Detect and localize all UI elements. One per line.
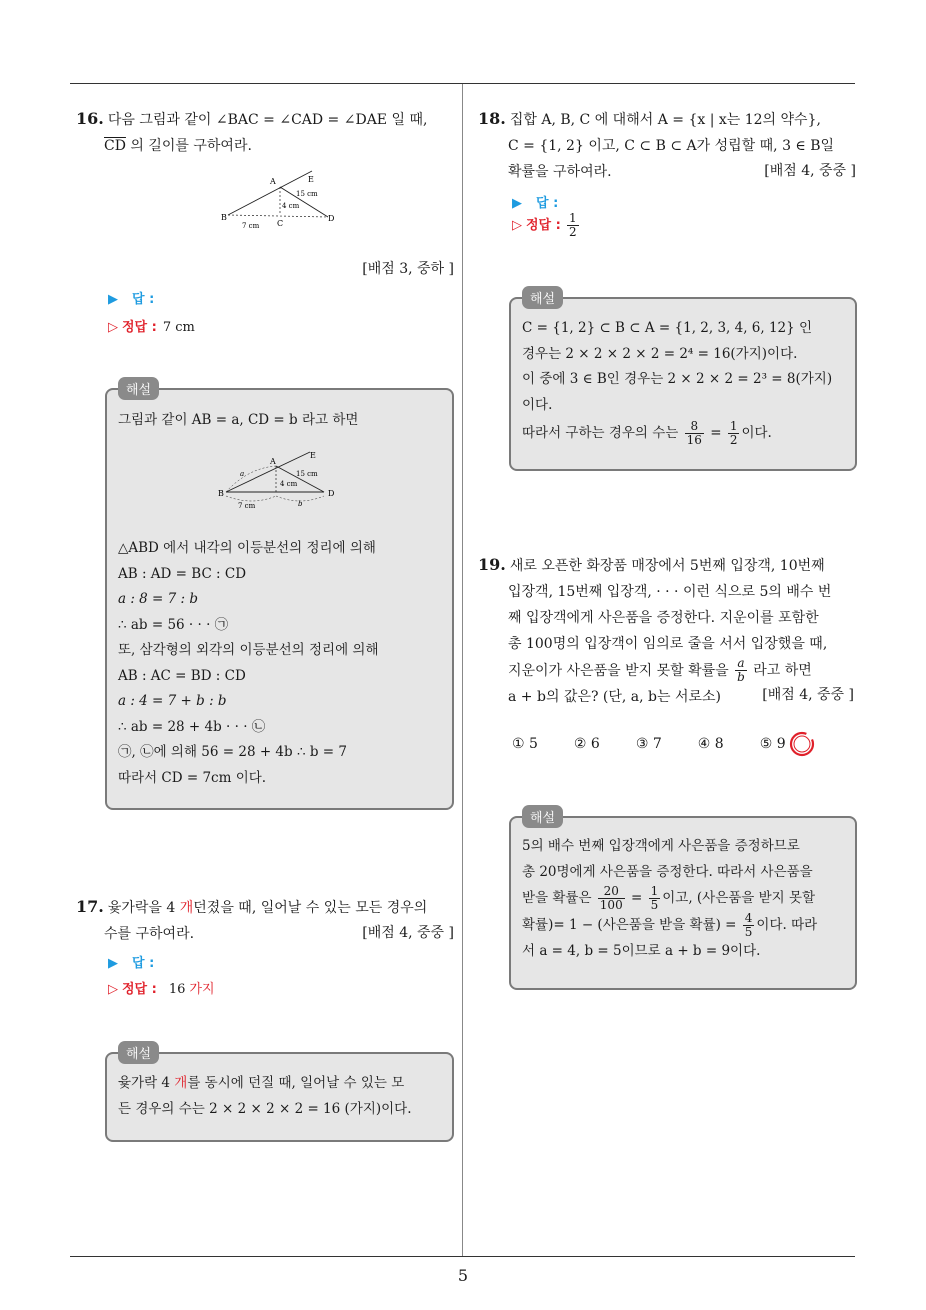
- q18-score: [배점 4, 중중 ]: [764, 163, 856, 179]
- q19-sol4a: 확률)= 1 − (사은품을 받을 확률) =: [522, 917, 737, 933]
- q16-fig-b: B: [221, 213, 227, 222]
- q19-solution-body: [522, 834, 852, 965]
- q16-correct-value: 7 cm: [162, 320, 195, 335]
- q18-sol4: 이다.: [522, 396, 553, 413]
- q16-correct-line: [108, 316, 195, 335]
- q16-sol-line4: ∴ ab = 56 · · · ㉠: [118, 616, 229, 633]
- q19-sol1: 5의 배수 번째 입장객에게 사은품을 증정하므로: [522, 838, 800, 854]
- q18-sol5-frac2: [728, 420, 740, 447]
- q18-solution-tag: 해설: [522, 286, 563, 309]
- q18-line2: C = {1, 2} 이고, C ⊂ B ⊂ A가 성립할 때, 3 ∈ B일: [508, 138, 835, 154]
- q16-fig-a: A: [270, 177, 276, 186]
- q19-line5-fn: a: [735, 657, 747, 671]
- q19-sol3a: 받을 확률은: [522, 890, 592, 906]
- q19-sol3-f2n: 1: [650, 884, 659, 898]
- q17-sol2: 든 경우의 수는 2 × 2 × 2 × 2 = 16 (가지)이다.: [118, 1100, 412, 1117]
- q19-sol4-frac: [743, 912, 755, 939]
- q19-sol3-f1d: 100: [599, 898, 623, 912]
- q17-score: [배점 4, 중중 ]: [362, 925, 454, 941]
- q16-sol-fig-b: B: [218, 489, 224, 498]
- q18-correct-label: 정답 :: [526, 218, 561, 233]
- q16-sol-line8: ∴ ab = 28 + 4b · · · ㉡: [118, 718, 266, 735]
- q16-sol-line7: a : 4 = 7 + b : b: [118, 693, 227, 709]
- q18-sol5-f1d: 16: [686, 433, 702, 447]
- q17-number: 17.: [76, 897, 104, 916]
- q17-sol1a: 윷가락 4: [118, 1075, 175, 1091]
- q16-sol-line3: a : 8 = 7 : b: [118, 591, 199, 607]
- q19-sol3-frac2: [649, 885, 661, 912]
- q19-line5-fd: b: [737, 670, 745, 684]
- q16-fig-7: 7 cm: [242, 222, 260, 230]
- q16-cd-seg: $\overline{CD}$: [104, 138, 126, 154]
- q16-fig-d: D: [328, 214, 335, 223]
- q19-sol4-fd: 5: [744, 925, 753, 939]
- q16-solution-body: [118, 536, 448, 791]
- play-icon: ▶: [108, 956, 118, 971]
- q18-answer-line: [512, 192, 558, 211]
- q19-line6: a + b의 값은? (단, a, b는 서로소): [508, 689, 722, 705]
- q18-number: 18.: [478, 109, 506, 128]
- q16-number: 16.: [76, 109, 104, 128]
- q16-sol-line1: △ABD 에서 내각의 이등분선의 정리에 의해: [118, 540, 376, 556]
- q17-correct-unit: 가지: [189, 982, 215, 997]
- q19-choices: [512, 736, 822, 752]
- q18-sol5-f2n: 1: [729, 419, 738, 433]
- selected-answer-circle-icon: [788, 730, 816, 758]
- q16-sol-fig-a: A: [270, 457, 276, 466]
- q19-choice-3[interactable]: ③ 7: [635, 736, 662, 752]
- q16-fig-c: C: [277, 219, 284, 228]
- q19-sol3-eq: =: [631, 890, 643, 906]
- q19-score: [배점 4, 중중 ]: [762, 687, 854, 703]
- q16-sol-line5: 또, 삼각형의 외각의 이등분선의 정리에 의해: [118, 642, 379, 658]
- q19-choice-5[interactable]: ⑤ 9: [759, 736, 786, 752]
- q19-number: 19.: [478, 555, 506, 574]
- q17-correct-label: 정답 :: [122, 982, 157, 997]
- q18-correct-num: 1: [568, 211, 577, 225]
- q16-solution-tag: 해설: [118, 377, 159, 400]
- q17-solution-body: [118, 1071, 448, 1122]
- play-icon: ▶: [512, 196, 522, 211]
- q16-sol-fig-4: 4 cm: [280, 480, 298, 488]
- q18-sol1: C = {1, 2} ⊂ B ⊂ A = {1, 2, 3, 4, 6, 12} 인: [522, 320, 813, 336]
- q16-fig-4: 4 cm: [282, 202, 300, 210]
- q19-line5a: 지운이가 사은품을 받지 못할 확률을: [508, 662, 729, 679]
- q18-line3: 확률을 구하여라.: [508, 164, 612, 180]
- q16-sol-fig-a-label: a: [240, 470, 245, 478]
- q18-correct-den: 2: [568, 225, 577, 239]
- q18-sol2: 경우는 2 × 2 × 2 × 2 = 2⁴ = 16(가지)이다.: [522, 345, 798, 362]
- q19-sol3-f1n: 20: [598, 885, 625, 899]
- q18-sol5-eq: =: [710, 425, 722, 441]
- q16-sol-fig-d: D: [328, 489, 335, 498]
- q17-answer-line: [108, 952, 154, 971]
- q16-sol-line9: ㉠, ㉡에 의해 56 = 28 + 4b ∴ b = 7: [118, 744, 347, 760]
- column-divider: [462, 84, 463, 1256]
- q17-line1c: 던졌을 때, 일어날 수 있는 모든 경우의: [193, 900, 428, 916]
- q16-solution-figure: [218, 448, 343, 510]
- q18-sol5-f1n: 8: [685, 420, 704, 434]
- q17-line1b: 개: [179, 900, 194, 916]
- q16-fig-e: E: [308, 175, 314, 184]
- bottom-rule: [70, 1256, 855, 1257]
- q19-line2: 입장객, 15번째 입장객, · · · 이런 식으로 5의 배수 번: [508, 584, 832, 600]
- q19-sol3-f2d: 5: [650, 898, 659, 912]
- q16-sol-fig-e: E: [310, 451, 316, 460]
- q16-sol-line0: 그림과 같이 AB = a, CD = b 라고 하면: [118, 412, 359, 428]
- play-icon: ▶: [108, 292, 118, 307]
- outline-triangle-icon: ▷: [108, 982, 118, 997]
- q16-answer-label: 답 :: [132, 292, 155, 307]
- q16-sol-fig-7: 7 cm: [238, 502, 256, 510]
- q17-correct-num: 16: [168, 982, 186, 997]
- q16-answer-line: [108, 288, 154, 307]
- q19-line4: 총 100명의 입장객이 임의로 줄을 서서 입장했을 때,: [508, 636, 828, 652]
- q16-line2: 의 길이를 구하여라.: [125, 138, 252, 154]
- q19-sol5: 서 a = 4, b = 5이므로 a + b = 9이다.: [522, 943, 761, 959]
- q16-solution-top: [118, 408, 358, 434]
- q19-choice-2[interactable]: ② 6: [573, 736, 600, 752]
- q19-sol3-frac1: [598, 885, 625, 912]
- q16-correct-label: 정답 :: [122, 320, 157, 335]
- q16-figure: [220, 165, 345, 235]
- q17-sol1c: 를 동시에 던질 때, 일어날 수 있는 모: [187, 1075, 405, 1091]
- q17-solution-tag: 해설: [118, 1041, 159, 1064]
- q16-text: [76, 106, 456, 159]
- q19-solution-tag: 해설: [522, 805, 563, 828]
- q19-sol4-fn: 4: [744, 911, 753, 925]
- q19-line3: 째 입장객에게 사은품을 증정한다. 지운이를 포함한: [508, 610, 819, 626]
- q18-sol3: 이 중에 3 ∈ B인 경우는 2 × 2 × 2 = 2³ = 8(가지): [522, 371, 833, 387]
- q19-line1: 새로 오픈한 화장품 매장에서 5번째 입장객, 10번째: [509, 558, 825, 574]
- q19-sol4b: 이다. 따라: [756, 917, 818, 933]
- q16-score: [배점 3, 중하 ]: [362, 261, 454, 277]
- q18-answer-label: 답 :: [536, 196, 559, 211]
- q17-sol1b: 개: [174, 1075, 188, 1091]
- q18-solution-body: [522, 316, 852, 447]
- q16-sol-line10: 따라서 CD = 7cm 이다.: [118, 769, 267, 786]
- q16-sol-fig-15: 15 cm: [296, 470, 318, 478]
- q19-sol3b: 이고, (사은품을 받지 못할: [662, 890, 816, 906]
- q17-answer-label: 답 :: [132, 956, 155, 971]
- q17-line2: 수를 구하여라.: [104, 926, 195, 942]
- q16-sol-line6: AB : AC = BD : CD: [118, 667, 246, 684]
- q18-sol5-frac1: [685, 420, 704, 447]
- q19-line5-frac: [735, 657, 747, 684]
- outline-triangle-icon: ▷: [108, 320, 118, 335]
- q18-sol5-f2d: 2: [729, 433, 738, 447]
- q18-sol5a: 따라서 구하는 경우의 수는: [522, 425, 679, 441]
- q18-correct-line: [512, 212, 581, 239]
- q16-sol-line2: AB : AD = BC : CD: [118, 565, 247, 582]
- outline-triangle-icon: ▷: [512, 218, 522, 233]
- q16-sol-fig-b-label: b: [298, 500, 303, 508]
- q19-line5b: 라고 하면: [753, 662, 812, 679]
- q17-line1a: 윷가락을 4: [107, 900, 180, 916]
- q18-sol5b: 이다.: [741, 425, 772, 441]
- q17-correct-line: [108, 978, 215, 997]
- page-number: 5: [457, 1266, 469, 1285]
- q19-choice-1[interactable]: ① 5: [512, 736, 538, 752]
- q19-sol2: 총 20명에게 사은품을 증정한다. 따라서 사은품을: [522, 863, 813, 880]
- q18-line1: 집합 A, B, C 에 대해서 A = {x | x는 12의 약수},: [509, 112, 821, 128]
- q16-fig-15: 15 cm: [296, 190, 318, 198]
- q16-line1: 다음 그림과 같이 ∠BAC = ∠CAD = ∠DAE 일 때,: [107, 112, 428, 128]
- q18-correct-fraction: [567, 212, 579, 239]
- q19-choice-4[interactable]: ④ 8: [697, 736, 724, 752]
